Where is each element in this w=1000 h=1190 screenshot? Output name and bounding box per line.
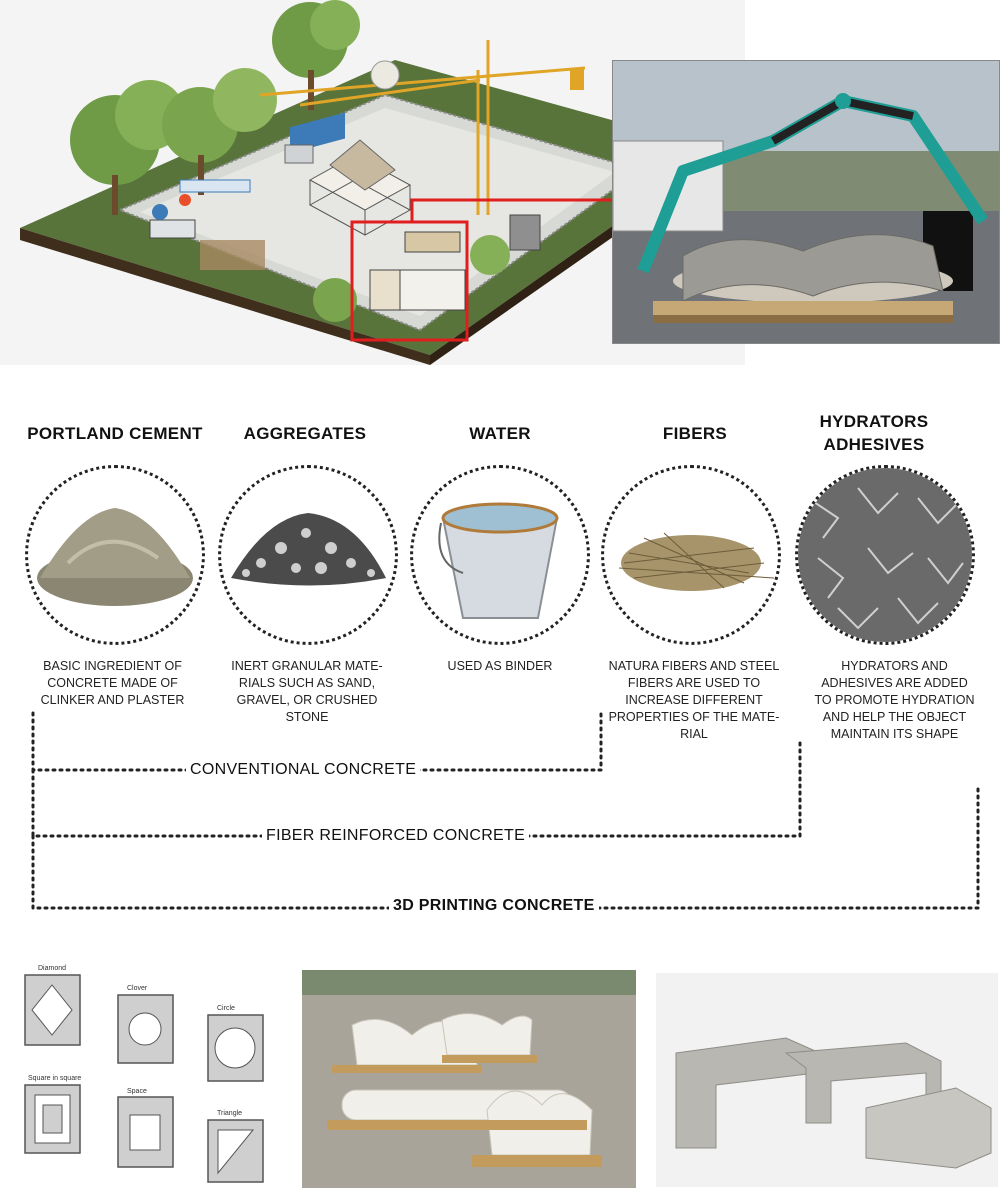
desc-portland-cement: BASIC INGREDIENT OF CONCRETE MADE OF CLINKER AND PLASTER: [40, 659, 185, 707]
title-water: WATER: [469, 424, 531, 443]
block-label-clover: Clover: [127, 985, 148, 992]
desc-water: USED AS BINDER: [447, 659, 553, 673]
title-adhesives: ADHESIVES: [823, 435, 925, 454]
block-label-triangle: Triangle: [217, 1110, 243, 1117]
title-hydrators: HYDRATORS: [819, 412, 929, 431]
printed-benches-photo: [302, 970, 636, 1188]
printed-benches-graphic: [302, 970, 636, 1188]
block-label-space: Space: [127, 1088, 147, 1095]
label-conventional-concrete: CONVENTIONAL CONCRETE: [186, 761, 420, 779]
desc-fibers: NATURA FIBERS AND STEEL FIBERS ARE USED TO INCREASE DIFFERENT PROPERTIES OF THE MATE- RIAL: [608, 659, 780, 741]
title-aggregates: AGGREGATES: [243, 424, 367, 443]
title-fibers: FIBERS: [662, 424, 728, 443]
title-portland-cement: PORTLAND CEMENT: [27, 424, 203, 443]
block-label-diamond: Diamond: [38, 965, 67, 972]
breeze-blocks-panel: [10, 955, 280, 1185]
label-3d-printing-concrete: 3D PRINTING CONCRETE: [389, 897, 599, 915]
desc-hydrators-adhesives: HYDRATORS AND ADHESIVES ARE ADDED TO PROMOTE HYDRATION AND HELP THE OBJECT MAINTAIN ITS SHAPE: [814, 659, 975, 741]
printed-tables-graphic: [656, 973, 998, 1187]
block-label-circle: Circle: [217, 1005, 235, 1012]
desc-aggregates: INERT GRANULAR MATE- RIALS SUCH AS SAND, GRAVEL, OR CRUSHED STONE: [231, 659, 383, 724]
block-label-square-in-square: Square in square: [28, 1075, 82, 1082]
printed-tables-photo: [656, 973, 998, 1187]
label-fiber-reinforced-concrete: FIBER REINFORCED CONCRETE: [262, 827, 529, 845]
